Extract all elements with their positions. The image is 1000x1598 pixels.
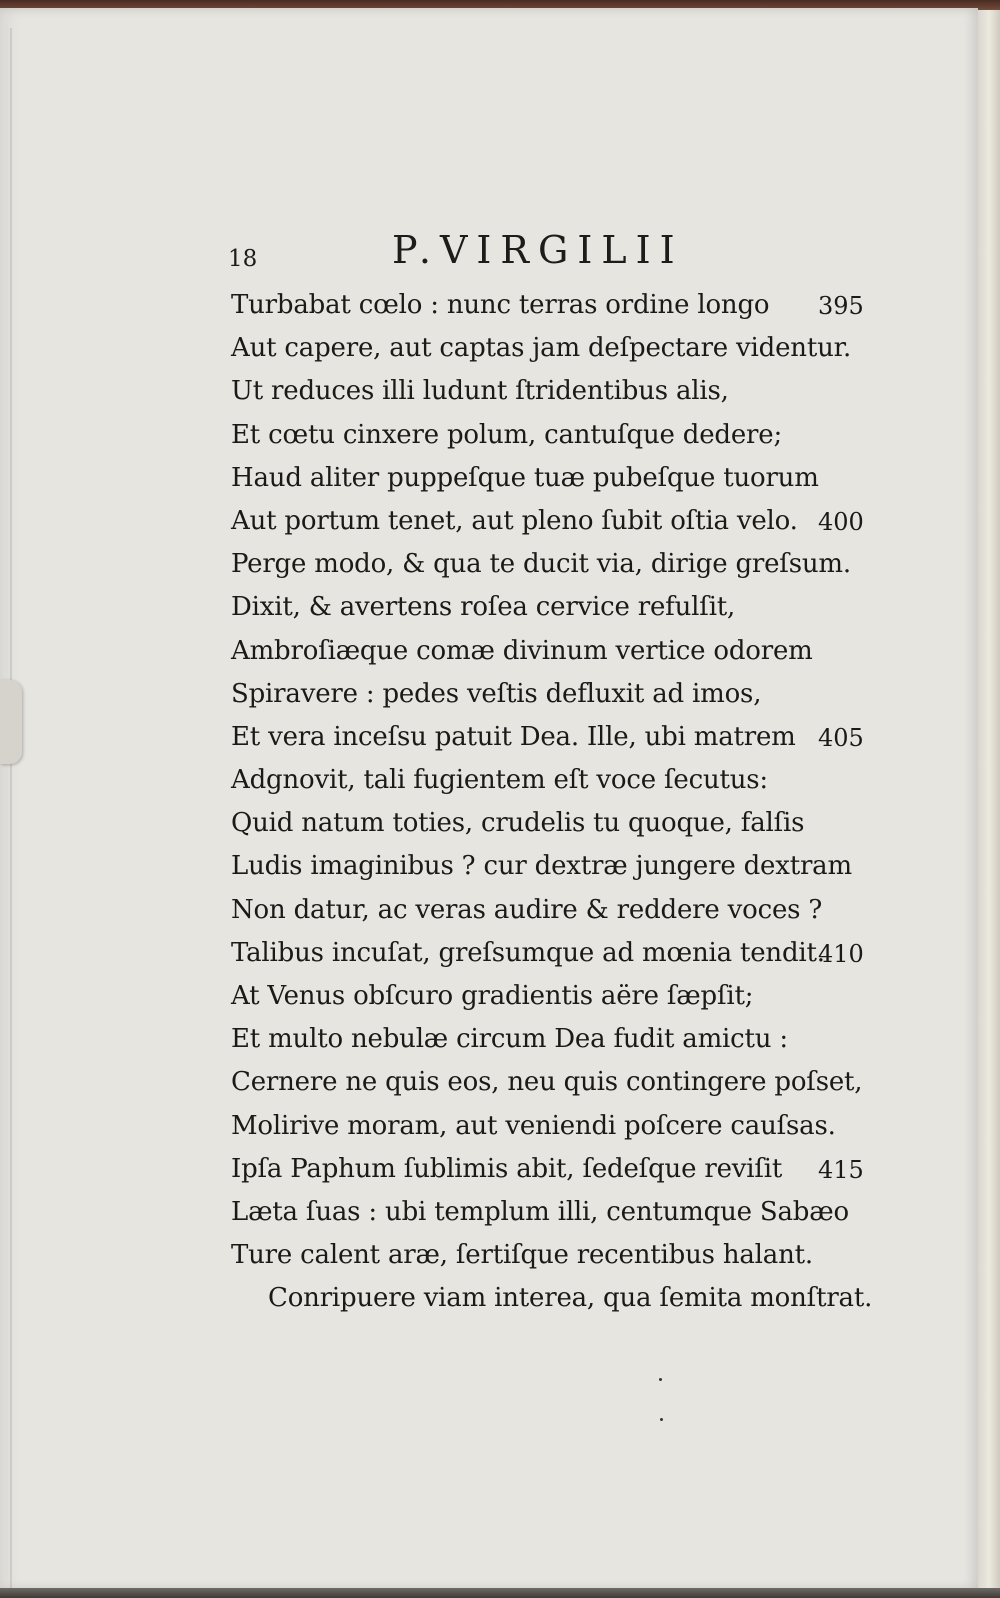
verse-text: Et cœtu cinxere polum, cantuſque dedere; (231, 419, 783, 450)
line-number: 395 (818, 292, 864, 320)
verse-line (0, 288, 1000, 331)
verse-line (0, 590, 1000, 633)
verse-text: Aut portum tenet, aut pleno ſubit oſtia velo. (231, 505, 798, 536)
line-number: 410 (818, 939, 864, 968)
verse-line (0, 720, 1000, 763)
page-header (0, 228, 1000, 278)
verse-block (0, 288, 1000, 1325)
verse-text: At Venus obſcuro gradientis aëre ſæpſit; (231, 981, 754, 1011)
verse-text: Spiravere : pedes veſtis defluxit ad imos, (231, 678, 762, 709)
verse-line (0, 1281, 1000, 1324)
verse-text: Talibus incuſat, greſsumque ad mœnia tendit. (231, 937, 825, 968)
verse-line (0, 849, 1000, 892)
ink-speck (660, 1418, 663, 1421)
verse-text: Et multo nebulæ circum Dea fudit amictu : (231, 1024, 788, 1055)
line-number: 415 (818, 1155, 864, 1184)
verse-text: Molirive moram, aut veniendi poſcere cauſsas. (231, 1110, 836, 1141)
verse-line (0, 677, 1000, 720)
verse-line (0, 418, 1000, 461)
verse-line (0, 331, 1000, 374)
verse-text: Quid natum toties, crudelis tu quoque, falſis (231, 808, 805, 839)
verse-text: Conripuere viam interea, qua ſemita monſtrat. (268, 1283, 873, 1314)
verse-text: Dixit, & avertens roſea cervice refulſit, (231, 592, 736, 623)
running-head: P.VIRGILII (392, 228, 684, 272)
verse-line (0, 547, 1000, 590)
verse-line (0, 374, 1000, 417)
verse-text: Læta ſuas : ubi templum illi, centumque Sabæo (231, 1196, 849, 1227)
verse-line (0, 806, 1000, 849)
verse-line (0, 763, 1000, 806)
ink-speck (659, 1378, 662, 1381)
verse-text: Adgnovit, tali fugientem eſt voce ſecutus: (231, 765, 768, 796)
verse-line (0, 1065, 1000, 1108)
verse-text: Ut reduces illi ludunt ſtridentibus alis, (231, 376, 729, 407)
verse-text: Ambroſiæque comæ divinum vertice odorem (231, 635, 813, 666)
verse-line (0, 461, 1000, 504)
book-edge-bottom (0, 1588, 1000, 1598)
verse-text: Et vera inceſsu patuit Dea. Ille, ubi matrem (231, 721, 796, 752)
verse-line (0, 1109, 1000, 1152)
page-number: 18 (228, 246, 258, 272)
verse-text: Turbabat cœlo : nunc terras ordine longo (231, 290, 770, 320)
verse-text: Aut capere, aut captas jam deſpectare videntur. (231, 333, 852, 364)
verse-text: Ipſa Paphum ſublimis abit, ſedeſque reviſit (231, 1153, 783, 1184)
line-number: 405 (818, 723, 864, 752)
verse-text: Ludis imaginibus ? cur dextræ jungere dextram (231, 851, 852, 882)
verse-text: Non datur, ac veras audire & reddere voces ? (231, 894, 823, 925)
verse-text: Cernere ne quis eos, neu quis contingere poſset, (231, 1067, 863, 1098)
line-number: 400 (818, 507, 864, 536)
verse-line (0, 1022, 1000, 1065)
verse-line (0, 979, 1000, 1022)
verse-text: Perge modo, & qua te ducit via, dirige greſsum. (231, 549, 851, 580)
verse-line (0, 893, 1000, 936)
verse-line (0, 504, 1000, 547)
verse-line (0, 634, 1000, 677)
verse-line (0, 936, 1000, 979)
verse-text: Haud aliter puppeſque tuæ pubeſque tuorum (231, 462, 819, 493)
verse-text: Ture calent aræ, ſertiſque recentibus halant. (231, 1240, 813, 1271)
verse-line (0, 1152, 1000, 1195)
verse-line (0, 1238, 1000, 1281)
verse-line (0, 1195, 1000, 1238)
